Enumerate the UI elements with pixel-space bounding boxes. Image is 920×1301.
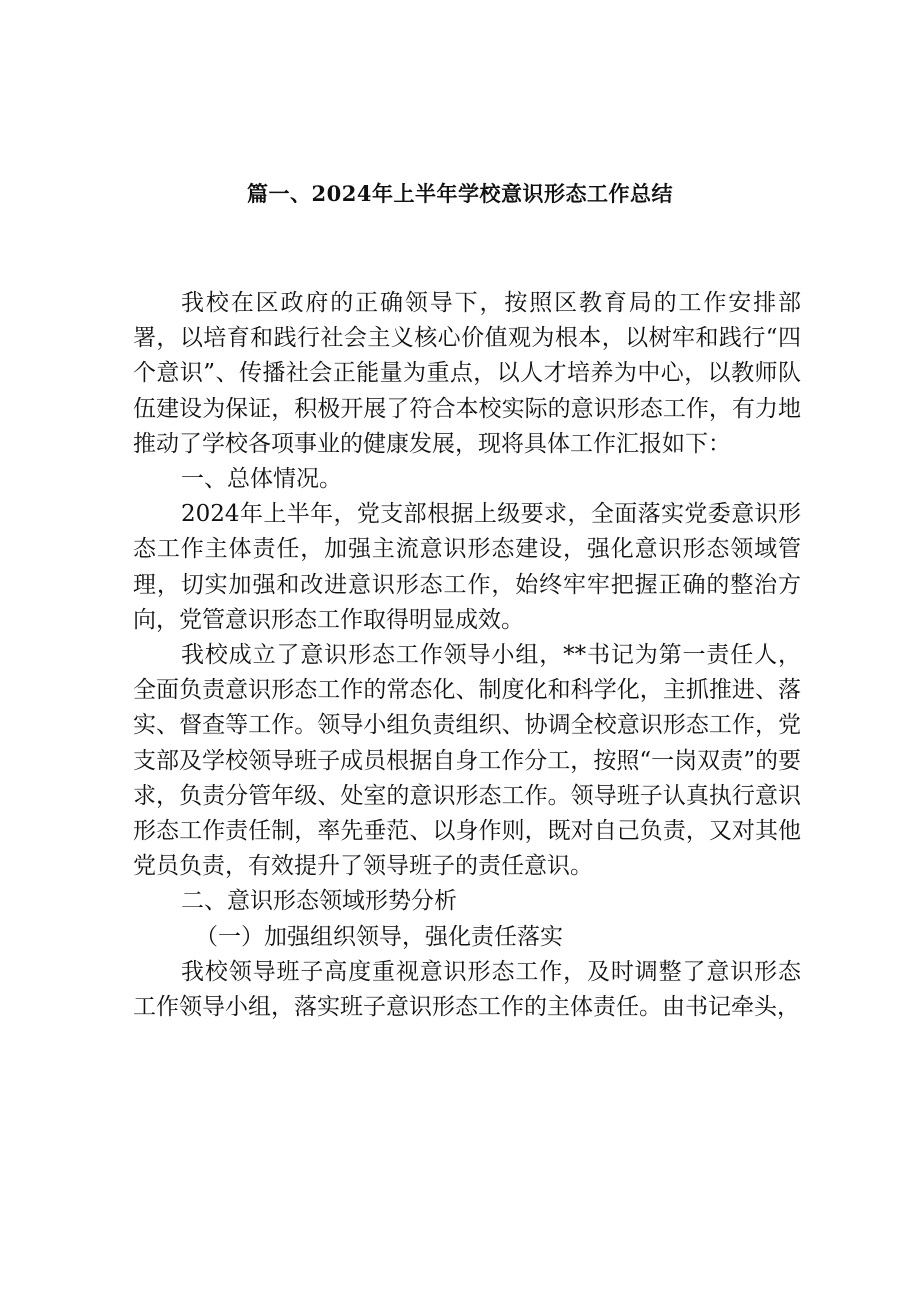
- paragraph-leadership-group: 我校成立了意识形态工作领导小组，**书记为第一责任人，全面负责意识形态工作的常态化、制度化和科学化，主抓推进、落实、督查等工作。领导小组负责组织、协调全校意识形态工作，党支部及学校领导班子成员根据自身工作分工，按照“一岗双责”的要求，负责分管年级、处室的意识形态工作。领导班子认真执行意识形态工作责任制，率先垂范、以身作则，既对自己负责，又对其他党员负责，有效提升了领导班子的责任意识。: [133, 642, 801, 880]
- section-heading-overall: 一、总体情况。: [181, 466, 342, 493]
- paragraph-intro: 我校在区政府的正确领导下，按照区教育局的工作安排部署，以培育和践行社会主义核心价值观为根本，以树牢和践行“四个意识”、传播社会正能量为重点，以人才培养为中心，以教师队伍建设为保证，积极开展了符合本校实际的意识形态工作，有力地推动了学校各项事业的健康发展，现将具体工作汇报如下：: [133, 290, 801, 457]
- document-title: 篇一、2024年上半年学校意识形态工作总结: [247, 181, 673, 206]
- paragraph-overall: 2024年上半年，党支部根据上级要求，全面落实党委意识形态工作主体责任，加强主流意识形态建设，强化意识形态领域管理，切实加强和改进意识形态工作，始终牢牢把握正确的整治方向，党管意识形态工作取得明显成效。: [133, 501, 801, 633]
- subsection-heading-organization: （一）加强组织领导，强化责任落实: [195, 923, 563, 950]
- document-body: [133, 286, 801, 1025]
- paragraph-organization: 我校领导班子高度重视意识形态工作，及时调整了意识形态工作领导小组，落实班子意识形态工作的主体责任。由书记牵头，: [133, 958, 801, 1021]
- section-heading-analysis: 二、意识形态领域形势分析: [181, 888, 457, 915]
